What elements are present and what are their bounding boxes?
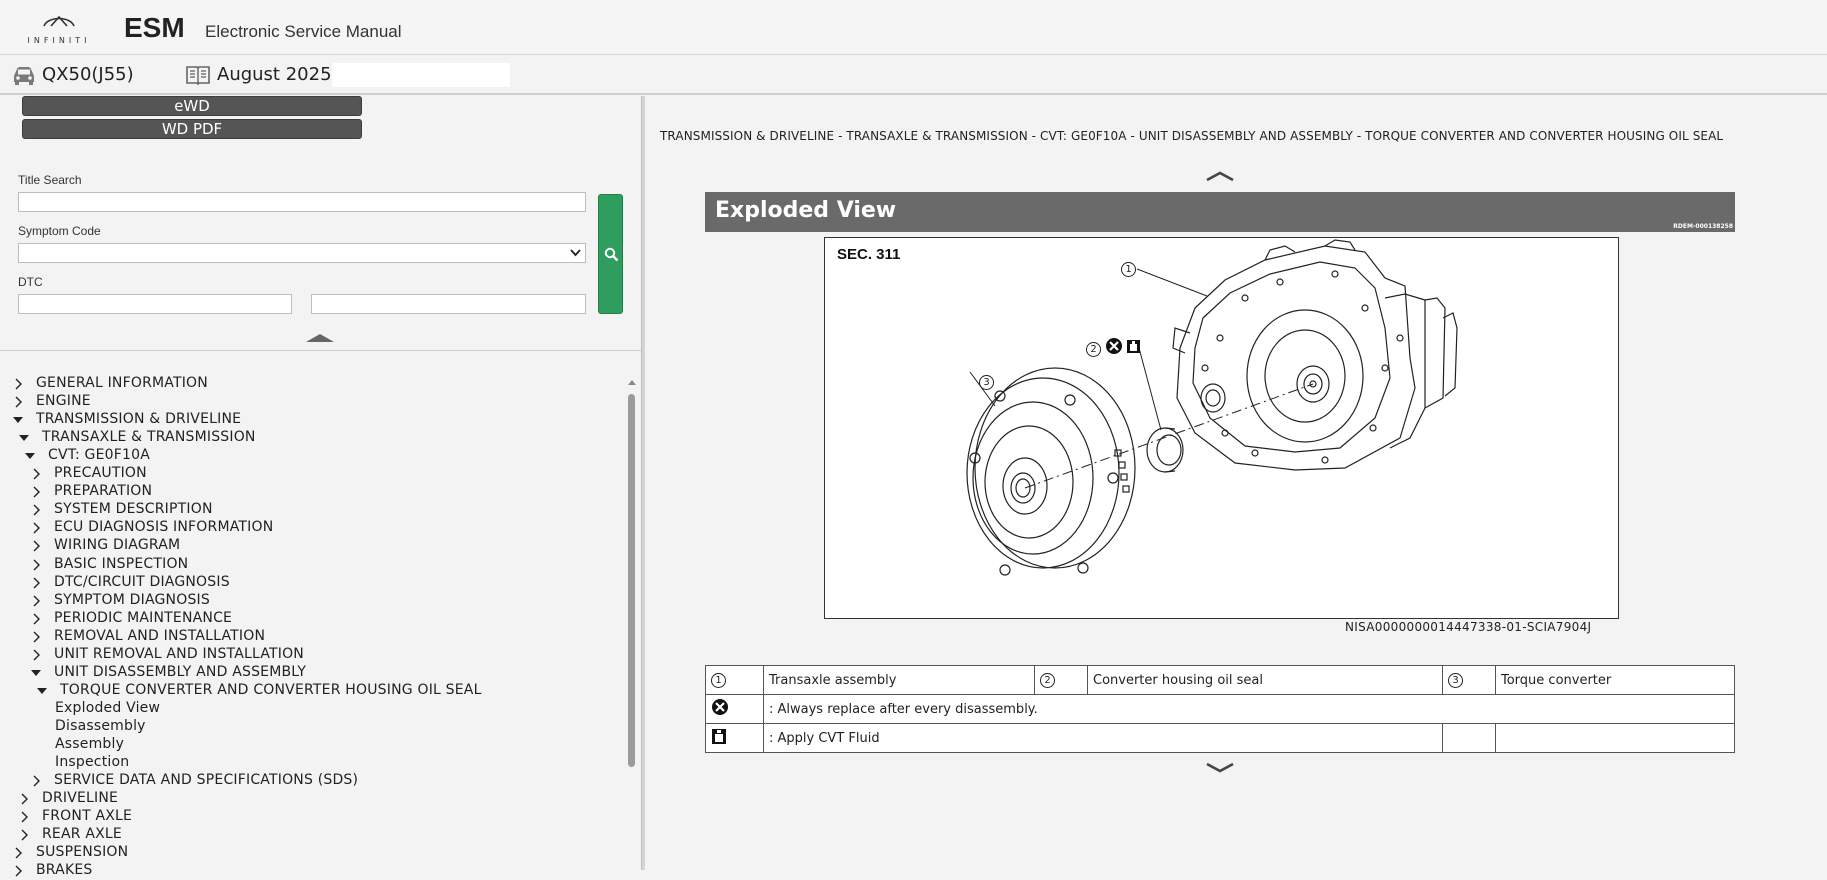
- title-search-input[interactable]: [18, 192, 586, 212]
- caret-down-icon[interactable]: [31, 667, 41, 679]
- dtc-input-1[interactable]: [18, 294, 292, 314]
- legend-num-1-cell: [706, 666, 764, 695]
- legend-table: [705, 665, 1735, 753]
- legend-row-parts: [706, 666, 1735, 695]
- tree-item-label: SERVICE DATA AND SPECIFICATIONS (SDS): [54, 772, 359, 789]
- tree-item-label: UNIT REMOVAL AND INSTALLATION: [54, 645, 304, 662]
- tree-item-label: ECU DIAGNOSIS INFORMATION: [54, 519, 274, 536]
- chevron-right-icon[interactable]: [31, 613, 41, 625]
- toc-tree: [0, 375, 622, 879]
- dtc-label: DTC: [18, 275, 43, 289]
- car-icon: [11, 64, 37, 86]
- empty-cell-2: [1496, 724, 1735, 753]
- chevron-right-icon[interactable]: [31, 486, 41, 498]
- previous-section-icon[interactable]: [1205, 170, 1235, 182]
- symptom-code-label: Symptom Code: [18, 224, 101, 238]
- tree-item-label: PERIODIC MAINTENANCE: [54, 609, 233, 626]
- chevron-right-icon[interactable]: [31, 559, 41, 571]
- tree-item-label: Assembly: [55, 736, 125, 752]
- chevron-right-icon[interactable]: [31, 540, 41, 552]
- legend-num-2: 2: [1040, 673, 1055, 688]
- chevron-right-icon[interactable]: [31, 522, 41, 534]
- chevron-right-icon[interactable]: [19, 793, 29, 805]
- transaxle-assembly-drawing: [1173, 240, 1457, 470]
- replace-and-fluid-symbols: [1105, 337, 1143, 355]
- tree-item-label: BASIC INSPECTION: [54, 555, 189, 572]
- book-icon: [186, 65, 210, 85]
- tree-item-label: PREPARATION: [54, 483, 153, 500]
- torque-converter-drawing: [967, 368, 1135, 575]
- chevron-right-icon[interactable]: [31, 577, 41, 589]
- tree-item-label: CVT: GE0F10A: [48, 447, 150, 464]
- section-header: [705, 192, 1735, 232]
- section-code: RDEM-000138258: [1673, 223, 1733, 230]
- section-title: Exploded View: [715, 198, 897, 223]
- legend-item-1: Transaxle assembly: [764, 666, 1035, 695]
- tree-item-label: REMOVAL AND INSTALLATION: [54, 627, 266, 644]
- caret-down-icon[interactable]: [37, 685, 47, 697]
- vehicle-model[interactable]: QX50(J55): [42, 64, 134, 85]
- legend-num-2-cell: [1035, 666, 1088, 695]
- publication-date[interactable]: August 2025: [217, 64, 332, 85]
- panel-splitter[interactable]: [641, 96, 645, 870]
- legend-row-fluid: [706, 724, 1735, 753]
- always-replace-icon: [711, 698, 729, 716]
- tree-item-label: DTC/CIRCUIT DIAGNOSIS: [54, 573, 230, 590]
- chevron-right-icon[interactable]: [13, 847, 23, 859]
- replace-symbol-cell: [706, 695, 764, 724]
- callout-3: 3: [979, 370, 994, 390]
- tree-item-label: FRONT AXLE: [42, 808, 133, 825]
- tree-item-label: Exploded View: [55, 699, 161, 716]
- search-button[interactable]: [598, 194, 623, 314]
- search-icon: [604, 247, 619, 262]
- tree-item-label: TORQUE CONVERTER AND CONVERTER HOUSING OIL SEAL: [60, 681, 482, 698]
- oil-seal-drawing: [1147, 428, 1183, 472]
- scrollbar-thumb[interactable]: [628, 394, 635, 767]
- exploded-view-figure: [824, 237, 1619, 619]
- tree-item-label: WIRING DIAGRAM: [54, 537, 181, 554]
- panel-divider: [0, 350, 641, 351]
- infiniti-logo: [18, 12, 100, 46]
- tree-item-label: BRAKES: [36, 862, 93, 879]
- caret-down-icon[interactable]: [19, 432, 29, 444]
- chevron-right-icon[interactable]: [13, 865, 23, 877]
- infiniti-emblem-icon: [18, 12, 100, 36]
- caret-down-icon[interactable]: [25, 450, 35, 462]
- app-full-title: Electronic Service Manual: [205, 22, 402, 41]
- tree-item-label: PRECAUTION: [54, 465, 147, 482]
- chevron-down-icon: [570, 247, 581, 258]
- logo-text: INFINITI: [27, 36, 91, 45]
- chevron-right-icon[interactable]: [31, 468, 41, 480]
- tree-item-label: DRIVELINE: [42, 790, 119, 807]
- tree-item-label: ENGINE: [36, 393, 91, 410]
- legend-num-1: 1: [711, 673, 726, 688]
- callout-2: 2: [1086, 337, 1101, 357]
- chevron-right-icon[interactable]: [31, 775, 41, 787]
- legend-num-3: 3: [1448, 673, 1463, 688]
- tree-item-label: UNIT DISASSEMBLY AND ASSEMBLY: [54, 663, 307, 680]
- chevron-right-icon[interactable]: [31, 504, 41, 516]
- empty-cell-1: [1443, 724, 1496, 753]
- chevron-right-icon[interactable]: [19, 811, 29, 823]
- scroll-up-icon[interactable]: [628, 379, 636, 385]
- vehicle-bar: [0, 55, 1827, 95]
- tree-item-label: TRANSMISSION & DRIVELINE: [36, 411, 242, 428]
- tree-item-label: TRANSAXLE & TRANSMISSION: [42, 429, 256, 446]
- chevron-right-icon[interactable]: [13, 396, 23, 408]
- tree-item-label: REAR AXLE: [42, 826, 122, 843]
- dtc-input-2[interactable]: [311, 294, 586, 314]
- figure-section-number: SEC. 311: [837, 246, 901, 263]
- caret-down-icon[interactable]: [13, 414, 23, 426]
- tree-item-label: GENERAL INFORMATION: [36, 375, 208, 391]
- collapse-search-icon[interactable]: [306, 331, 334, 343]
- figure-id: NISA0000000014447338-01-SCIA7904J: [1345, 620, 1592, 634]
- app-short-title: ESM: [124, 12, 185, 43]
- legend-row-replace: [706, 695, 1735, 724]
- tree-item-label: Inspection: [55, 754, 130, 771]
- callout-1: 1: [1121, 257, 1136, 277]
- chevron-right-icon[interactable]: [31, 649, 41, 661]
- chevron-right-icon[interactable]: [13, 378, 23, 390]
- wd-pdf-button[interactable]: WD PDF: [22, 119, 362, 139]
- exploded-view-drawing: [825, 238, 1620, 620]
- publication-selector-box[interactable]: [332, 63, 510, 87]
- legend-item-3: Torque converter: [1496, 666, 1735, 695]
- app-header: [0, 0, 1827, 55]
- tree-item-label: SUSPENSION: [36, 844, 129, 861]
- legend-item-2: Converter housing oil seal: [1088, 666, 1443, 695]
- chevron-right-icon[interactable]: [31, 595, 41, 607]
- breadcrumb: TRANSMISSION & DRIVELINE - TRANSAXLE & TRANSMISSION - CVT: GE0F10A - UNIT DISASSEMBLY AND ASSEMBLY - TORQUE CONVERTER AND CONVERTER HOUSING OIL SEAL: [660, 129, 1724, 143]
- fluid-symbol-cell: [706, 724, 764, 753]
- symptom-code-select[interactable]: [18, 243, 586, 263]
- fluid-note: : Apply CVT Fluid: [764, 724, 1443, 753]
- tree-item-label: SYSTEM DESCRIPTION: [54, 501, 213, 518]
- apply-fluid-icon: [711, 727, 727, 745]
- legend-num-3-cell: [1443, 666, 1496, 695]
- tree-item-label: Disassembly: [55, 717, 146, 734]
- ewd-button[interactable]: eWD: [22, 96, 362, 116]
- tree-item-label: SYMPTOM DIAGNOSIS: [54, 591, 210, 608]
- replace-note: : Always replace after every disassembly.: [764, 695, 1735, 724]
- next-section-icon[interactable]: [1205, 762, 1235, 774]
- title-search-label: Title Search: [18, 173, 82, 187]
- chevron-right-icon[interactable]: [19, 829, 29, 841]
- chevron-right-icon[interactable]: [31, 631, 41, 643]
